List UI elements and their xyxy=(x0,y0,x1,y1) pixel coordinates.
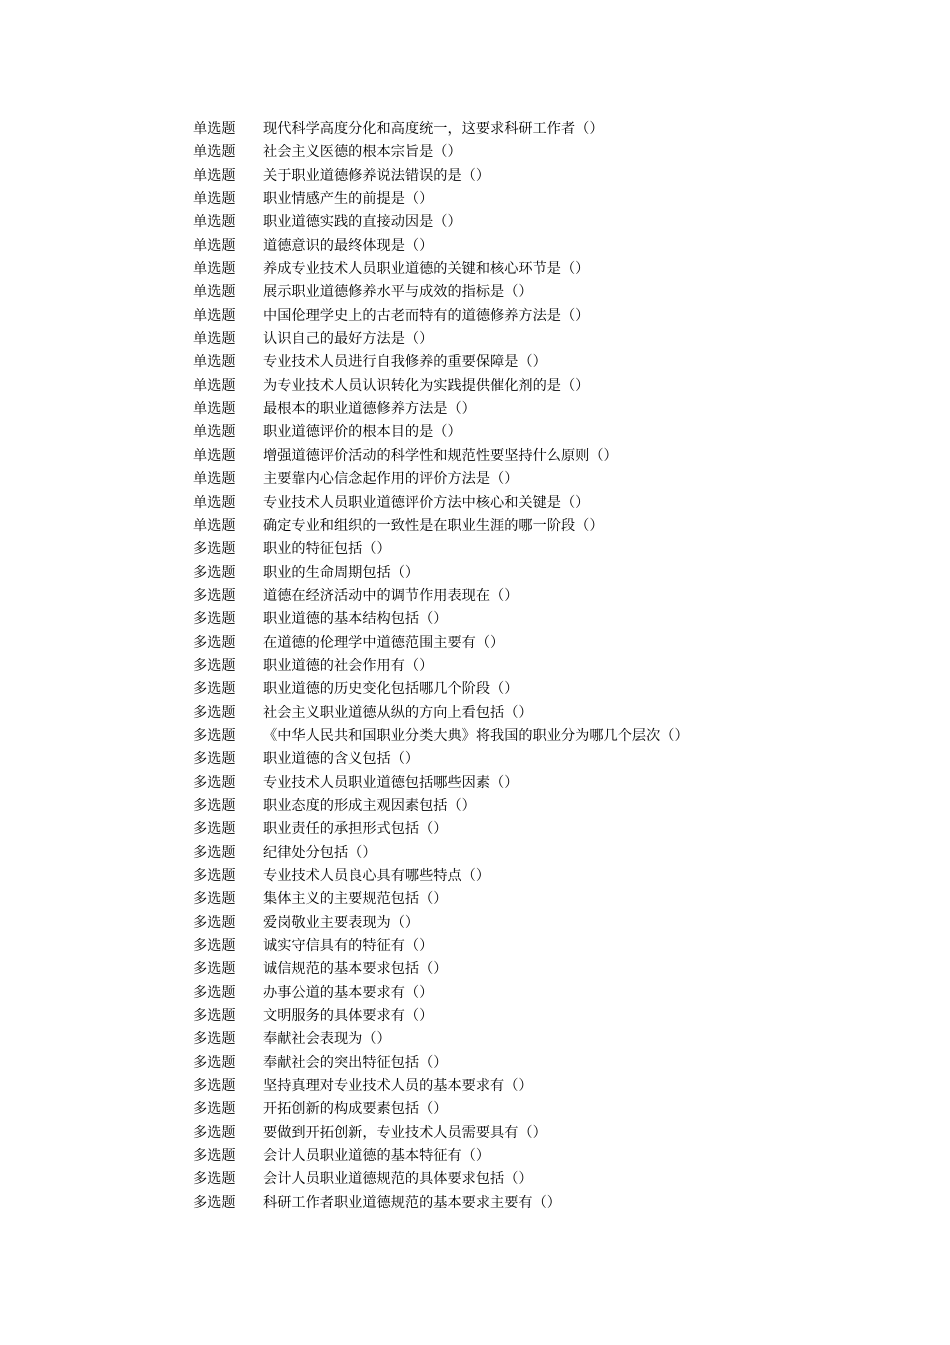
question-row xyxy=(193,982,913,1005)
question-text: 为专业技术人员认识转化为实践提供催化剂的是（） xyxy=(263,377,590,394)
question-type: 多选题 xyxy=(193,611,236,628)
question-row xyxy=(193,468,913,491)
question-row xyxy=(193,655,913,678)
question-row xyxy=(193,445,913,468)
question-row xyxy=(193,585,913,608)
question-text: 职业道德的历史变化包括哪几个阶段（） xyxy=(263,681,519,698)
question-row xyxy=(193,842,913,865)
question-text: 职业道德的基本结构包括（） xyxy=(263,611,448,628)
question-type: 多选题 xyxy=(193,751,236,768)
question-type: 多选题 xyxy=(193,1008,236,1025)
question-row xyxy=(193,958,913,981)
question-type: 多选题 xyxy=(193,541,236,558)
question-row xyxy=(193,795,913,818)
question-type: 多选题 xyxy=(193,797,236,814)
question-text: 专业技术人员良心具有哪些特点（） xyxy=(263,868,491,884)
question-type: 多选题 xyxy=(193,774,236,791)
question-text: 现代科学高度分化和高度统一，这要求科研工作者（） xyxy=(263,121,604,137)
question-text: 道德意识的最终体现是（） xyxy=(263,237,434,254)
question-text: 开拓创新的构成要素包括（） xyxy=(263,1101,448,1118)
question-text: 中国伦理学史上的古老而特有的道德修养方法是（） xyxy=(263,307,590,324)
question-row xyxy=(193,305,913,328)
question-row xyxy=(193,912,913,935)
question-row xyxy=(193,281,913,304)
question-type: 单选题 xyxy=(193,191,236,208)
question-text: 职业道德评价的根本目的是（） xyxy=(263,424,462,441)
question-text: 办事公道的基本要求有（） xyxy=(263,984,434,1001)
question-text: 养成专业技术人员职业道德的关键和核心环节是（） xyxy=(263,261,590,278)
question-type: 多选题 xyxy=(193,984,236,1001)
question-text: 文明服务的具体要求有（） xyxy=(263,1008,434,1025)
question-type: 多选题 xyxy=(193,704,236,721)
question-text: 专业技术人员进行自我修养的重要保障是（） xyxy=(263,354,547,371)
question-type: 多选题 xyxy=(193,1078,236,1095)
question-text: 会计人员职业道德的基本特征有（） xyxy=(263,1148,491,1165)
question-text: 职业责任的承担形式包括（） xyxy=(263,821,448,838)
question-text: 科研工作者职业道德规范的基本要求主要有（） xyxy=(263,1194,561,1211)
question-text: 社会主义医德的根本宗旨是（） xyxy=(263,144,462,161)
question-type: 单选题 xyxy=(193,424,236,441)
question-type: 单选题 xyxy=(193,354,236,371)
question-text: 职业态度的形成主观因素包括（） xyxy=(263,797,476,814)
question-type: 多选题 xyxy=(193,914,236,931)
question-text: 展示职业道德修养水平与成效的指标是（） xyxy=(263,284,533,301)
question-text: 职业道德的含义包括（） xyxy=(263,751,420,768)
question-row xyxy=(193,538,913,561)
question-row xyxy=(193,141,913,164)
question-row xyxy=(193,772,913,795)
question-type: 多选题 xyxy=(193,1194,236,1211)
question-text: 集体主义的主要规范包括（） xyxy=(263,891,448,908)
question-type: 多选题 xyxy=(193,657,236,674)
question-text: 社会主义职业道德从纵的方向上看包括（） xyxy=(263,704,533,721)
question-text: 职业情感产生的前提是（） xyxy=(263,191,434,208)
question-row xyxy=(193,328,913,351)
question-text: 纪律处分包括（） xyxy=(263,844,377,861)
question-row xyxy=(193,725,913,748)
question-type: 多选题 xyxy=(193,1054,236,1071)
question-row xyxy=(193,1168,913,1191)
question-row xyxy=(193,935,913,958)
question-type: 单选题 xyxy=(193,167,236,184)
question-list xyxy=(193,118,913,1215)
question-type: 多选题 xyxy=(193,1148,236,1165)
question-row xyxy=(193,702,913,725)
question-row xyxy=(193,1052,913,1075)
question-row xyxy=(193,678,913,701)
question-row xyxy=(193,258,913,281)
question-row xyxy=(193,118,913,141)
question-type: 单选题 xyxy=(193,517,236,534)
question-text: 在道德的伦理学中道德范围主要有（） xyxy=(263,634,505,651)
question-type: 多选题 xyxy=(193,587,236,604)
question-type: 单选题 xyxy=(193,284,236,301)
question-type: 多选题 xyxy=(193,634,236,651)
question-text: 职业道德的社会作用有（） xyxy=(263,657,434,674)
question-row xyxy=(193,1005,913,1028)
question-text: 奉献社会表现为（） xyxy=(263,1031,391,1048)
question-row xyxy=(193,562,913,585)
question-text: 最根本的职业道德修养方法是（） xyxy=(263,401,476,418)
question-type: 多选题 xyxy=(193,1101,236,1118)
question-row xyxy=(193,865,913,888)
question-row xyxy=(193,1098,913,1121)
question-text: 专业技术人员职业道德包括哪些因素（） xyxy=(263,774,519,791)
question-type: 单选题 xyxy=(193,214,236,231)
question-type: 多选题 xyxy=(193,891,236,908)
question-text: 奉献社会的突出特征包括（） xyxy=(263,1054,448,1071)
question-row xyxy=(193,888,913,911)
question-type: 多选题 xyxy=(193,1031,236,1048)
question-text: 要做到开拓创新，专业技术人员需要具有（） xyxy=(263,1124,547,1141)
question-type: 多选题 xyxy=(193,868,236,884)
question-text: 专业技术人员职业道德评价方法中核心和关键是（） xyxy=(263,494,590,511)
question-row xyxy=(193,492,913,515)
question-row xyxy=(193,165,913,188)
question-type: 多选题 xyxy=(193,844,236,861)
question-row xyxy=(193,351,913,374)
question-text: 诚信规范的基本要求包括（） xyxy=(263,961,448,978)
question-type: 单选题 xyxy=(193,377,236,394)
question-type: 单选题 xyxy=(193,331,236,348)
question-type: 多选题 xyxy=(193,564,236,581)
question-type: 单选题 xyxy=(193,307,236,324)
question-row xyxy=(193,1028,913,1051)
question-text: 确定专业和组织的一致性是在职业生涯的哪一阶段（） xyxy=(263,517,604,534)
question-type: 多选题 xyxy=(193,961,236,978)
question-row xyxy=(193,235,913,258)
question-text: 增强道德评价活动的科学性和规范性要坚持什么原则（） xyxy=(263,447,618,464)
question-type: 多选题 xyxy=(193,821,236,838)
question-text: 关于职业道德修养说法错误的是（） xyxy=(263,167,491,184)
question-row xyxy=(193,608,913,631)
question-type: 多选题 xyxy=(193,1124,236,1141)
question-text: 诚实守信具有的特征有（） xyxy=(263,938,434,955)
question-row xyxy=(193,632,913,655)
question-row xyxy=(193,515,913,538)
question-row xyxy=(193,398,913,421)
question-text: 职业的特征包括（） xyxy=(263,541,391,558)
question-type: 多选题 xyxy=(193,1171,236,1188)
question-row xyxy=(193,211,913,234)
question-type: 单选题 xyxy=(193,237,236,254)
question-type: 单选题 xyxy=(193,471,236,488)
question-row xyxy=(193,375,913,398)
question-type: 多选题 xyxy=(193,681,236,698)
question-text: 职业的生命周期包括（） xyxy=(263,564,420,581)
question-text: 职业道德实践的直接动因是（） xyxy=(263,214,462,231)
question-row xyxy=(193,1075,913,1098)
question-text: 认识自己的最好方法是（） xyxy=(263,331,434,348)
question-type: 单选题 xyxy=(193,121,236,137)
question-row xyxy=(193,818,913,841)
question-type: 单选题 xyxy=(193,401,236,418)
question-text: 主要靠内心信念起作用的评价方法是（） xyxy=(263,471,519,488)
question-text: 《中华人民共和国职业分类大典》将我国的职业分为哪几个层次（） xyxy=(263,727,689,744)
question-type: 单选题 xyxy=(193,261,236,278)
question-row xyxy=(193,1122,913,1145)
question-type: 单选题 xyxy=(193,144,236,161)
question-type: 多选题 xyxy=(193,938,236,955)
question-text: 爱岗敬业主要表现为（） xyxy=(263,914,420,931)
question-row xyxy=(193,748,913,771)
question-row xyxy=(193,421,913,444)
question-type: 单选题 xyxy=(193,494,236,511)
question-row xyxy=(193,188,913,211)
question-text: 会计人员职业道德规范的具体要求包括（） xyxy=(263,1171,533,1188)
question-type: 单选题 xyxy=(193,447,236,464)
question-text: 道德在经济活动中的调节作用表现在（） xyxy=(263,587,519,604)
question-row xyxy=(193,1145,913,1168)
question-text: 坚持真理对专业技术人员的基本要求有（） xyxy=(263,1078,533,1095)
question-type: 多选题 xyxy=(193,727,236,744)
question-row xyxy=(193,1192,913,1215)
